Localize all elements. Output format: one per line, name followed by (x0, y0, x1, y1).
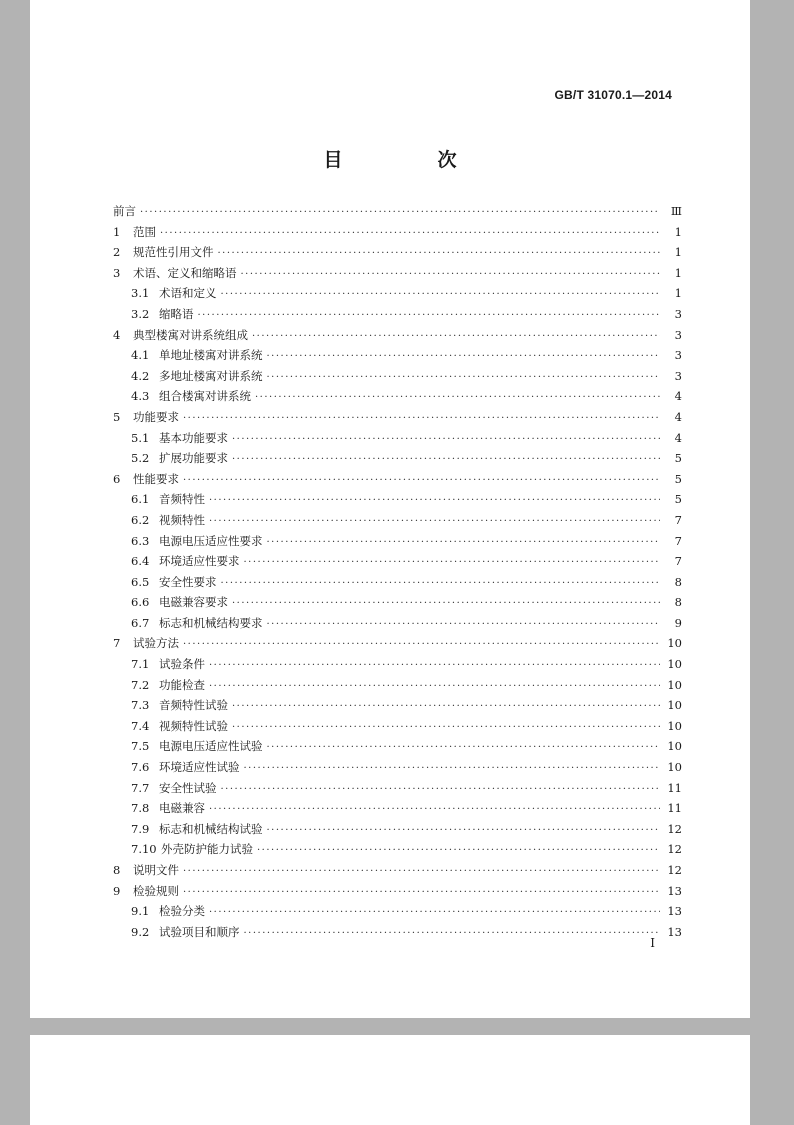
toc-entry-page: 1 (674, 224, 682, 239)
toc-entry-number: 2 (113, 245, 121, 260)
toc-entry-title: 视频特性 (159, 512, 205, 527)
toc-entry-title: 安全性试验 (159, 780, 217, 795)
toc-dot-leader (244, 763, 661, 774)
toc-entry-number: 7.9 (131, 821, 150, 836)
toc-dot-leader (160, 228, 660, 239)
toc-dot-leader (209, 804, 660, 815)
toc-entry-page: 12 (667, 863, 682, 877)
toc-entry-page: 5 (674, 492, 682, 507)
page-title: 目 次 (323, 149, 495, 171)
toc-dot-leader (183, 413, 660, 424)
toc-entry[interactable] (113, 656, 682, 677)
document-page (30, 0, 750, 1018)
toc-dot-leader (221, 289, 661, 300)
toc-entry-number: 7.5 (131, 739, 150, 754)
toc-entry-number: 8 (113, 863, 121, 877)
toc-entry-number: 4 (113, 327, 121, 342)
toc-dot-leader (209, 681, 660, 692)
toc-entry[interactable] (113, 224, 682, 245)
toc-entry[interactable] (113, 677, 682, 698)
toc-dot-leader (232, 701, 660, 712)
toc-entry-number: 7.3 (131, 698, 150, 713)
toc-entry-title: 说明文件 (133, 863, 179, 877)
toc-entry-title: 扩展功能要求 (159, 451, 228, 466)
toc-entry-page: 10 (667, 718, 682, 733)
toc-entry[interactable] (113, 409, 682, 430)
toc-dot-leader (140, 207, 660, 218)
toc-entry[interactable] (113, 347, 682, 368)
toc-entry-number: 6.2 (131, 512, 150, 527)
toc-dot-leader (209, 516, 660, 527)
toc-entry[interactable] (113, 780, 682, 801)
toc-entry-page: 13 (667, 883, 682, 898)
toc-entry[interactable] (113, 306, 682, 327)
toc-entry-page: 7 (674, 533, 682, 548)
toc-entry-page: 5 (674, 471, 682, 486)
toc-entry-title: 检验规则 (133, 883, 179, 898)
toc-entry-number: 6.5 (131, 574, 150, 589)
toc-entry-number: 5.1 (131, 430, 150, 445)
toc-dot-leader (267, 351, 661, 362)
toc-entry[interactable] (113, 368, 682, 389)
toc-entry-title: 电源电压适应性试验 (159, 739, 263, 754)
toc-entry-number: 7.1 (131, 657, 150, 672)
toc-entry-title: 多地址楼寓对讲系统 (159, 368, 263, 383)
toc-entry-page: 11 (667, 801, 682, 816)
toc-entry-page: 12 (667, 821, 682, 836)
toc-entry-page: 3 (674, 327, 682, 342)
toc-dot-leader (241, 269, 661, 280)
toc-entry-page: 1 (674, 286, 682, 301)
toc-dot-leader (232, 598, 660, 609)
toc-entry-number: 9.1 (131, 904, 150, 919)
toc-entry-title: 缩略语 (159, 306, 194, 321)
toc-dot-leader (221, 578, 661, 589)
toc-entry[interactable] (113, 718, 682, 739)
toc-entry-number: 6.6 (131, 595, 150, 610)
toc-entry[interactable] (113, 327, 682, 348)
toc-entry-title: 检验分类 (159, 904, 205, 919)
toc-entry-title: 规范性引用文件 (133, 245, 214, 260)
toc-entry[interactable] (113, 430, 682, 451)
toc-dot-leader (183, 475, 660, 486)
toc-entry-page: 1 (674, 265, 682, 280)
toc-dot-leader (267, 372, 661, 383)
toc-entry[interactable] (113, 574, 682, 595)
toc-entry[interactable] (113, 924, 682, 945)
toc-entry[interactable] (113, 491, 682, 512)
toc-entry[interactable] (113, 821, 682, 842)
toc-entry-title: 试验条件 (159, 657, 205, 672)
toc-entry-title: 电源电压适应性要求 (159, 533, 263, 548)
toc-entry-page: 13 (667, 924, 682, 939)
toc-entry-title: 电磁兼容要求 (159, 595, 228, 610)
toc-dot-leader (267, 742, 661, 753)
toc-entry-title: 功能检查 (159, 677, 205, 692)
toc-dot-leader (209, 660, 660, 671)
toc-entry[interactable] (113, 265, 682, 286)
toc-entry[interactable] (113, 800, 682, 821)
standard-number: GB/T 31070.1—2014 (554, 88, 672, 102)
toc-entry-title: 标志和机械结构要求 (159, 615, 263, 630)
toc-entry-page: 7 (674, 554, 682, 569)
toc-entry[interactable] (113, 635, 682, 656)
toc-dot-leader (183, 866, 660, 877)
toc-entry-title: 安全性要求 (159, 574, 217, 589)
toc-entry-title: 外壳防护能力试验 (161, 842, 253, 857)
toc-entry-page: 7 (674, 512, 682, 527)
toc-entry-title: 音频特性试验 (159, 698, 228, 713)
toc-entry[interactable] (113, 285, 682, 306)
toc-entry-number: 4.2 (131, 368, 150, 383)
toc-entry[interactable] (113, 533, 682, 554)
toc-entry-number: 6.3 (131, 533, 150, 548)
toc-dot-leader (183, 639, 660, 650)
toc-entry[interactable] (113, 471, 682, 492)
toc-entry-number: 3.2 (131, 306, 150, 321)
toc-entry-title: 音频特性 (159, 492, 205, 507)
toc-entry-number: 3 (113, 265, 121, 280)
toc-entry-page: 10 (667, 657, 682, 672)
toc-entry-page: 3 (674, 368, 682, 383)
toc-entry[interactable] (113, 759, 682, 780)
toc-entry-page: 12 (667, 842, 682, 857)
toc-entry-number: 7.2 (131, 677, 150, 692)
toc-dot-leader (252, 331, 660, 342)
toc-entry-number: 7 (113, 636, 121, 651)
toc-entry[interactable] (113, 512, 682, 533)
toc-entry-title: 视频特性试验 (159, 718, 228, 733)
toc-entry[interactable] (113, 244, 682, 265)
toc-entry[interactable] (113, 903, 682, 924)
toc-dot-leader (198, 310, 661, 321)
toc-entry-page: 10 (667, 677, 682, 692)
toc-entry-number: 7.10 (131, 842, 157, 857)
toc-entry-page: 9 (674, 615, 682, 630)
toc-entry-page: 5 (674, 451, 682, 466)
toc-entry[interactable] (113, 862, 682, 883)
toc-entry-page: 3 (674, 306, 682, 321)
toc-dot-leader (267, 619, 661, 630)
toc-entry-page: 4 (674, 409, 682, 424)
toc-entry[interactable] (113, 841, 682, 862)
table-of-contents (113, 203, 682, 944)
toc-entry-title: 典型楼寓对讲系统组成 (133, 327, 248, 342)
toc-dot-leader (218, 248, 661, 259)
toc-entry[interactable] (113, 388, 682, 409)
toc-entry[interactable] (113, 883, 682, 904)
toc-dot-leader (244, 928, 661, 939)
toc-entry-page: 4 (674, 389, 682, 404)
toc-entry[interactable] (113, 203, 682, 224)
toc-entry-title: 环境适应性试验 (159, 760, 240, 775)
toc-entry[interactable] (113, 697, 682, 718)
toc-entry-number: 4.3 (131, 389, 150, 404)
toc-entry[interactable] (113, 553, 682, 574)
toc-entry-number: 6.1 (131, 492, 150, 507)
toc-entry[interactable] (113, 615, 682, 636)
page-number: Ⅰ (650, 936, 655, 950)
next-document-page (30, 1035, 750, 1125)
toc-entry-number: 3.1 (131, 286, 150, 301)
toc-entry-number: 7.8 (131, 801, 150, 816)
toc-dot-leader (209, 495, 660, 506)
toc-entry-title: 前言 (113, 204, 136, 218)
toc-entry-page: 3 (674, 348, 682, 363)
toc-entry-page: 8 (674, 574, 682, 589)
toc-dot-leader (209, 907, 660, 918)
toc-entry[interactable] (113, 594, 682, 615)
toc-entry-title: 基本功能要求 (159, 430, 228, 445)
toc-entry-page: 13 (667, 904, 682, 919)
toc-entry[interactable] (113, 450, 682, 471)
toc-entry-page: 10 (667, 698, 682, 713)
toc-dot-leader (232, 722, 660, 733)
toc-entry-title: 功能要求 (133, 409, 179, 424)
toc-entry-title: 试验项目和顺序 (159, 924, 240, 939)
toc-entry-title: 范围 (133, 224, 156, 239)
toc-dot-leader (232, 434, 660, 445)
toc-entry-title: 术语和定义 (159, 286, 217, 301)
toc-entry-page: Ⅲ (670, 204, 682, 218)
toc-entry-title: 术语、定义和缩略语 (133, 265, 237, 280)
toc-entry-page: 10 (667, 760, 682, 775)
toc-entry-title: 标志和机械结构试验 (159, 821, 263, 836)
toc-entry-number: 4.1 (131, 348, 150, 363)
toc-entry-number: 6 (113, 471, 121, 486)
toc-dot-leader (267, 537, 661, 548)
toc-entry-page: 10 (667, 636, 682, 651)
toc-entry-title: 环境适应性要求 (159, 554, 240, 569)
toc-entry-number: 6.7 (131, 615, 150, 630)
toc-dot-leader (183, 887, 660, 898)
toc-entry-number: 6.4 (131, 554, 150, 569)
toc-dot-leader (255, 392, 660, 403)
toc-entry-page: 1 (674, 245, 682, 260)
toc-entry-number: 9.2 (131, 924, 150, 939)
toc-dot-leader (244, 557, 661, 568)
toc-dot-leader (232, 454, 660, 465)
toc-entry-number: 9 (113, 883, 121, 898)
toc-entry-number: 5.2 (131, 451, 150, 466)
toc-entry-title: 试验方法 (133, 636, 179, 651)
toc-dot-leader (221, 784, 661, 795)
toc-entry-number: 7.4 (131, 718, 150, 733)
toc-entry-number: 1 (113, 224, 121, 239)
toc-entry-number: 5 (113, 409, 121, 424)
toc-entry-title: 电磁兼容 (159, 801, 205, 816)
toc-entry-title: 性能要求 (133, 471, 179, 486)
toc-entry-page: 8 (674, 595, 682, 610)
toc-entry-title: 组合楼寓对讲系统 (159, 389, 251, 404)
toc-entry-number: 7.6 (131, 760, 150, 775)
toc-entry[interactable] (113, 738, 682, 759)
toc-entry-title: 单地址楼寓对讲系统 (159, 348, 263, 363)
toc-dot-leader (267, 825, 661, 836)
toc-entry-page: 11 (667, 780, 682, 795)
toc-entry-number: 7.7 (131, 780, 150, 795)
toc-entry-page: 10 (667, 739, 682, 754)
toc-entry-page: 4 (674, 430, 682, 445)
toc-dot-leader (257, 845, 660, 856)
